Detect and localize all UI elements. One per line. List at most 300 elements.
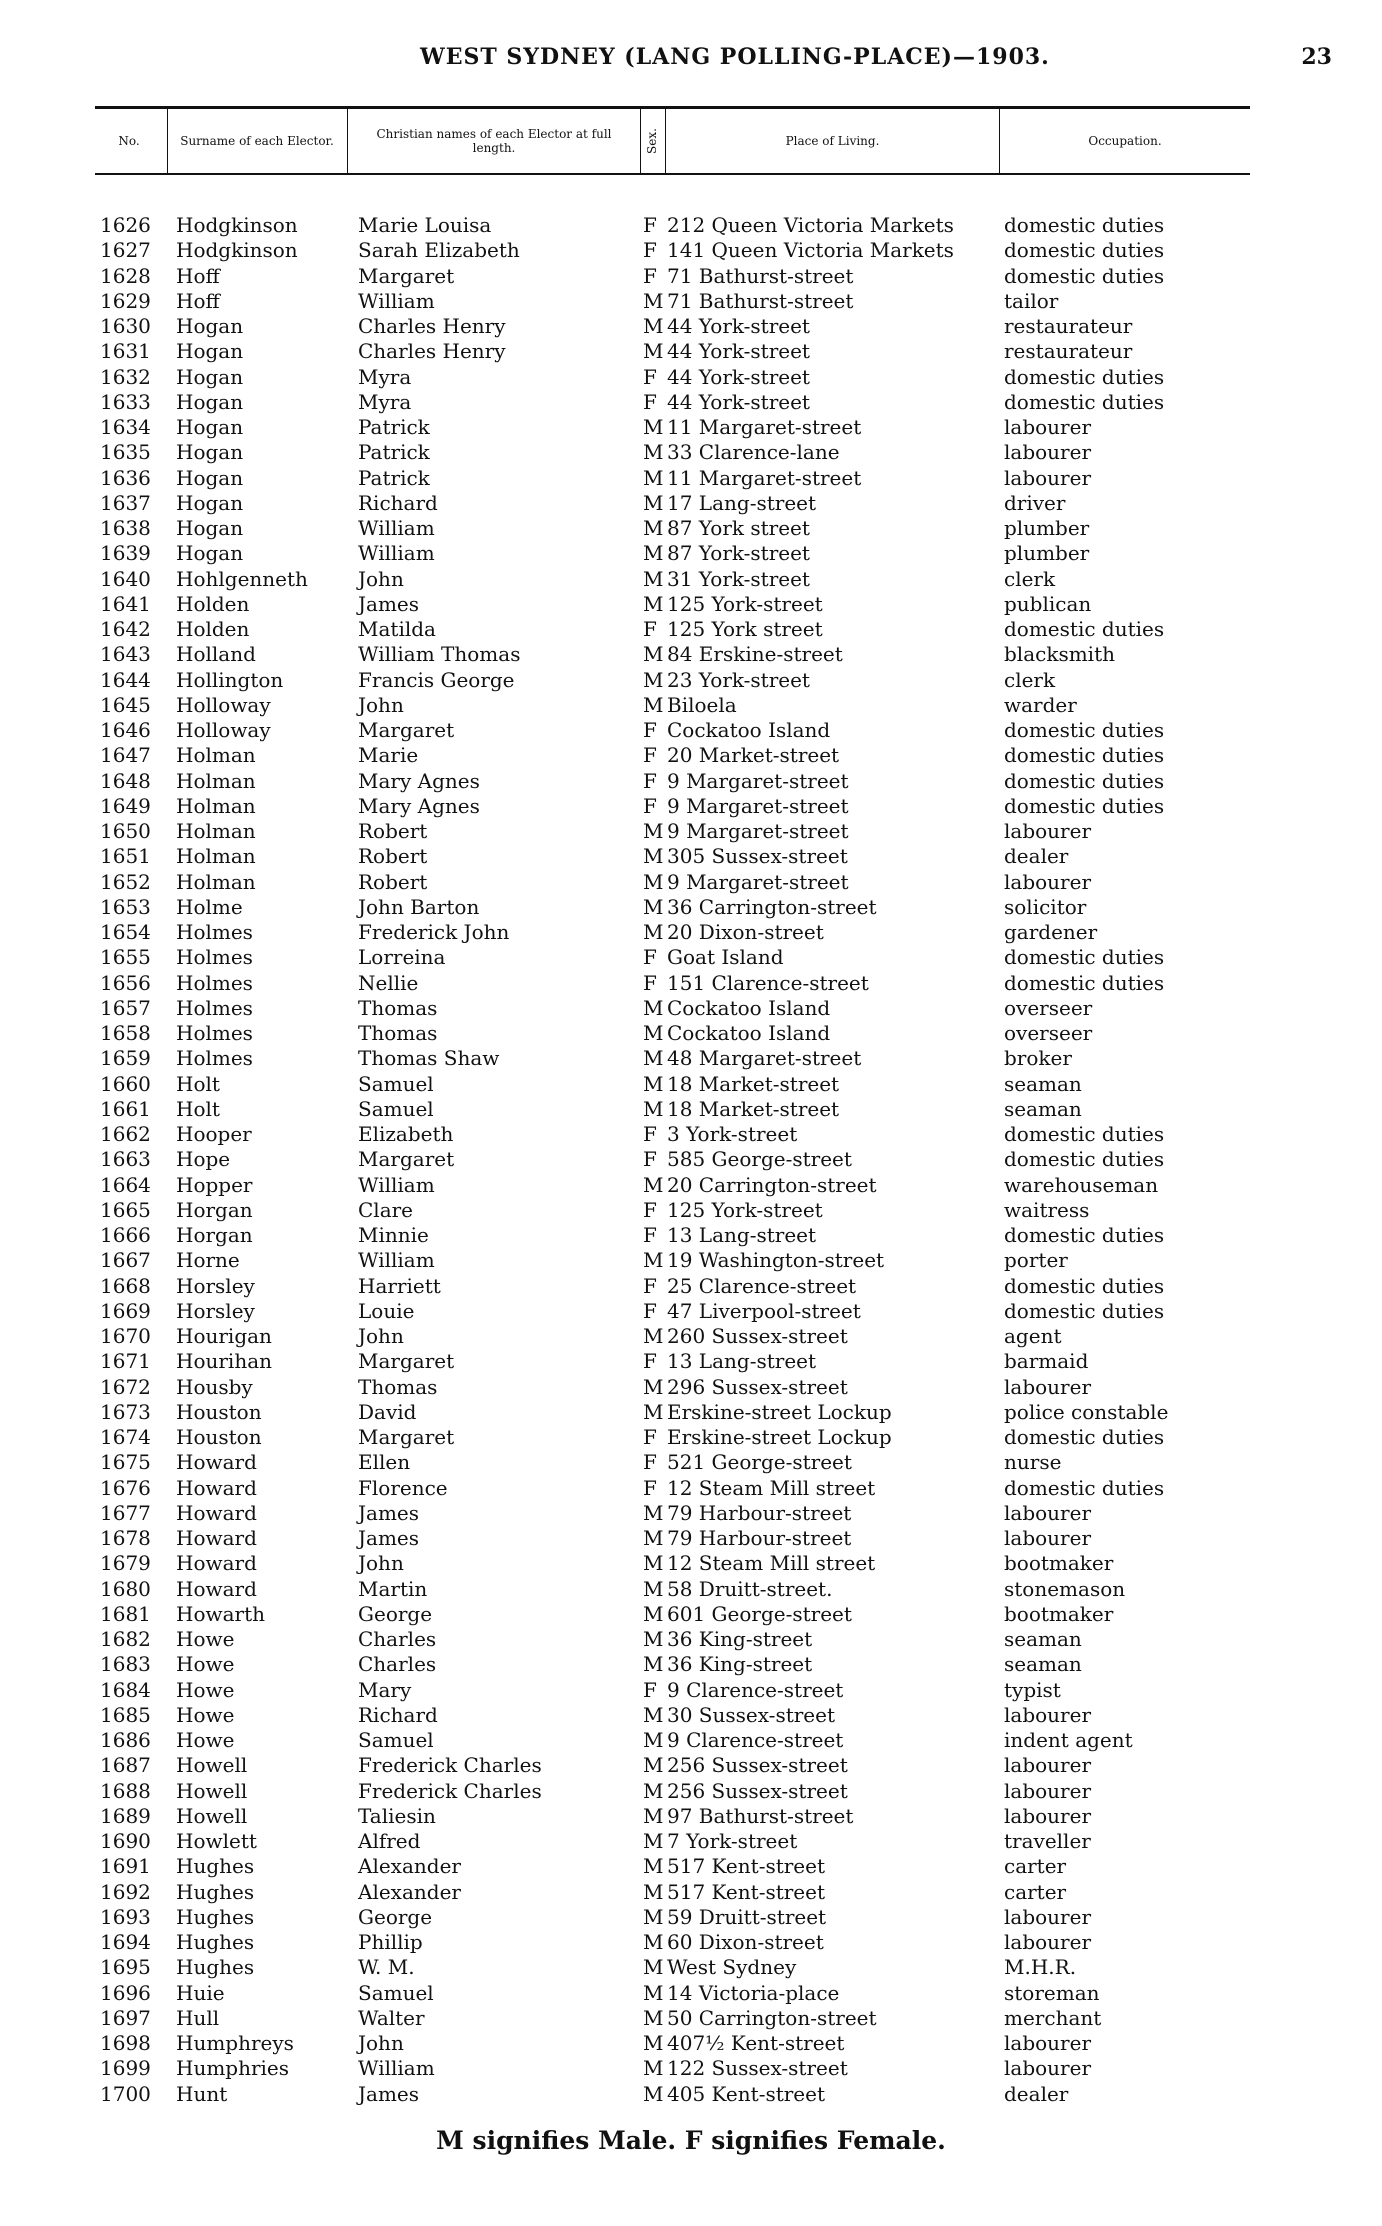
elector-number: 1661 [100, 1096, 151, 1121]
table-row [0, 2082, 1382, 2107]
elector-surname: Howard [176, 1500, 257, 1525]
elector-sex: M [643, 1096, 664, 1121]
elector-place-of-living: 11 Margaret-street [667, 465, 862, 490]
elector-place-of-living: 59 Druitt-street [667, 1904, 827, 1929]
elector-christian-names: Taliesin [358, 1803, 436, 1828]
elector-surname: Holmes [176, 995, 253, 1020]
elector-surname: Holmes [176, 970, 253, 995]
elector-occupation: warehouseman [1004, 1172, 1159, 1197]
table-row [0, 718, 1382, 743]
elector-occupation: restaurateur [1004, 314, 1133, 338]
header-rule-bottom [95, 173, 1250, 175]
elector-place-of-living: 521 George-street [667, 1450, 852, 1475]
elector-surname: Howard [176, 1576, 257, 1601]
elector-number: 1667 [100, 1248, 151, 1273]
column-divider [347, 109, 348, 173]
table-row [0, 1274, 1382, 1299]
elector-surname: Howlett [176, 1829, 257, 1853]
elector-surname: Howe [176, 1728, 235, 1752]
elector-place-of-living: 71 Bathurst-street [667, 263, 854, 288]
elector-christian-names: John [358, 692, 404, 717]
elector-occupation: labourer [1004, 440, 1092, 465]
elector-occupation: overseer [1004, 995, 1093, 1020]
elector-christian-names: Frederick Charles [358, 1753, 542, 1778]
elector-christian-names: Phillip [358, 1930, 423, 1954]
elector-christian-names: Frederick Charles [358, 1778, 542, 1803]
elector-surname: Holman [176, 819, 256, 843]
elector-christian-names: Patrick [358, 415, 430, 439]
elector-number: 1628 [100, 263, 151, 288]
elector-sex: M [643, 844, 664, 869]
elector-occupation: domestic duties [1004, 364, 1165, 389]
elector-christian-names: Margaret [358, 263, 455, 288]
elector-number: 1697 [100, 2005, 151, 2030]
elector-place-of-living: 20 Market-street [667, 743, 840, 768]
elector-place-of-living: 58 Druitt-street. [667, 1576, 833, 1601]
elector-surname: Hohlgenneth [176, 566, 308, 591]
table-row [0, 567, 1382, 592]
table-row [0, 1147, 1382, 1172]
elector-sex: M [643, 1778, 664, 1803]
elector-place-of-living: 9 Clarence-street [667, 1677, 844, 1702]
column-header-christian-names: Christian names of each Elector at full length. [376, 127, 612, 155]
table-row [0, 1425, 1382, 1450]
column-divider [167, 109, 168, 173]
elector-sex: M [643, 1071, 664, 1096]
elector-place-of-living: 407½ Kent-street [667, 2031, 845, 2055]
elector-occupation: seaman [1004, 1071, 1082, 1096]
elector-place-of-living: 60 Dixon-street [667, 1930, 824, 1954]
elector-christian-names: Robert [358, 844, 428, 869]
elector-place-of-living: 517 Kent-street [667, 1854, 826, 1879]
elector-surname: Howard [176, 1526, 257, 1550]
elector-number: 1696 [100, 1980, 151, 2005]
elector-number: 1636 [100, 465, 151, 490]
table-row [0, 1223, 1382, 1248]
elector-place-of-living: 18 Market-street [667, 1096, 840, 1121]
elector-surname: Hughes [176, 1904, 255, 1929]
elector-occupation: dealer [1004, 844, 1069, 869]
elector-occupation: domestic duties [1004, 263, 1165, 288]
column-headers [95, 109, 1250, 173]
elector-number: 1672 [100, 1374, 151, 1399]
elector-occupation: labourer [1004, 1374, 1092, 1399]
elector-sex: F [643, 768, 657, 793]
elector-surname: Holman [176, 844, 256, 869]
elector-number: 1693 [100, 1904, 151, 1929]
elector-occupation: bootmaker [1004, 1551, 1114, 1576]
elector-occupation: bootmaker [1004, 1601, 1114, 1626]
elector-sex: M [643, 920, 664, 944]
elector-place-of-living: 23 York-street [667, 667, 810, 692]
table-row [0, 289, 1382, 314]
elector-sex: F [643, 1425, 657, 1449]
elector-christian-names: Nellie [358, 970, 419, 995]
elector-christian-names: Louie [358, 1298, 415, 1323]
elector-christian-names: Mary Agnes [358, 793, 480, 818]
elector-christian-names: Thomas Shaw [358, 1046, 500, 1071]
elector-number: 1647 [100, 743, 151, 768]
elector-sex: F [643, 1223, 657, 1247]
elector-occupation: stonemason [1004, 1576, 1126, 1601]
table-row [0, 1526, 1382, 1551]
elector-surname: Hopper [176, 1172, 253, 1197]
elector-number: 1643 [100, 642, 151, 667]
elector-place-of-living: 9 Margaret-street [667, 819, 849, 843]
elector-number: 1658 [100, 1021, 151, 1045]
elector-sex: M [643, 415, 664, 439]
elector-occupation: seaman [1004, 1627, 1082, 1651]
elector-sex: F [643, 1450, 657, 1475]
elector-place-of-living: 125 York-street [667, 591, 823, 616]
elector-number: 1626 [100, 213, 151, 237]
elector-place-of-living: 50 Carrington-street [667, 2005, 877, 2030]
column-header-no: No. [118, 134, 140, 148]
elector-christian-names: William [358, 541, 435, 566]
elector-occupation: broker [1004, 1046, 1072, 1071]
elector-sex: M [643, 490, 664, 515]
elector-sex: M [643, 465, 664, 490]
table-row [0, 440, 1382, 465]
elector-number: 1639 [100, 541, 151, 566]
table-row [0, 1728, 1382, 1753]
table-row [0, 2006, 1382, 2031]
elector-surname: Hooper [176, 1122, 252, 1146]
elector-surname: Howell [176, 1753, 248, 1778]
elector-sex: F [643, 364, 657, 389]
elector-surname: Howard [176, 1475, 257, 1500]
elector-surname: Huie [176, 1980, 225, 2005]
elector-place-of-living: 44 York-street [667, 364, 810, 389]
elector-sex: F [643, 1147, 657, 1172]
elector-christian-names: Sarah Elizabeth [358, 238, 520, 263]
elector-sex: F [643, 1677, 657, 1702]
table-row [0, 1880, 1382, 1905]
table-row [0, 668, 1382, 693]
elector-surname: Houston [176, 1399, 262, 1424]
table-row [0, 2056, 1382, 2081]
elector-surname: Howell [176, 1778, 248, 1803]
elector-occupation: porter [1004, 1248, 1068, 1273]
table-row [0, 213, 1382, 238]
elector-sex: F [643, 945, 657, 970]
elector-occupation: labourer [1004, 819, 1092, 843]
elector-occupation: driver [1004, 490, 1066, 515]
table-row [0, 971, 1382, 996]
column-divider [640, 109, 641, 173]
elector-number: 1654 [100, 920, 151, 944]
elector-surname: Holmes [176, 920, 253, 944]
elector-occupation: seaman [1004, 1652, 1082, 1677]
elector-occupation: waitress [1004, 1197, 1090, 1222]
elector-christian-names: Ellen [358, 1450, 411, 1475]
table-row [0, 794, 1382, 819]
elector-occupation: agent [1004, 1324, 1062, 1348]
elector-christian-names: Marie Louisa [358, 213, 492, 237]
elector-place-of-living: 296 Sussex-street [667, 1374, 848, 1399]
elector-sex: M [643, 1980, 664, 2005]
table-row [0, 1981, 1382, 2006]
elector-surname: Howe [176, 1677, 235, 1702]
elector-place-of-living: 97 Bathurst-street [667, 1803, 854, 1828]
elector-sex: M [643, 1652, 664, 1677]
elector-sex: M [643, 1829, 664, 1853]
elector-christian-names: Myra [358, 389, 412, 414]
elector-occupation: labourer [1004, 1702, 1092, 1727]
elector-surname: Hughes [176, 1879, 255, 1904]
elector-surname: Hunt [176, 2081, 228, 2106]
elector-christian-names: John Barton [358, 894, 480, 919]
elector-number: 1637 [100, 490, 151, 515]
elector-christian-names: Alexander [358, 1854, 461, 1879]
elector-list [0, 213, 1382, 2107]
elector-place-of-living: Cockatoo Island [667, 1021, 831, 1045]
elector-sex: M [643, 869, 664, 894]
elector-occupation: labourer [1004, 1526, 1092, 1550]
elector-sex: M [643, 819, 664, 843]
elector-occupation: labourer [1004, 465, 1092, 490]
elector-place-of-living: 256 Sussex-street [667, 1753, 848, 1778]
elector-christian-names: Margaret [358, 1147, 455, 1172]
table-row [0, 1955, 1382, 1980]
table-row [0, 945, 1382, 970]
elector-occupation: labourer [1004, 1778, 1092, 1803]
elector-place-of-living: 125 York street [667, 617, 823, 641]
elector-number: 1684 [100, 1677, 151, 1702]
elector-number: 1652 [100, 869, 151, 894]
elector-sex: M [643, 2005, 664, 2030]
elector-sex: M [643, 1904, 664, 1929]
elector-christian-names: William [358, 516, 435, 540]
elector-number: 1679 [100, 1551, 151, 1576]
table-row [0, 1349, 1382, 1374]
table-row [0, 895, 1382, 920]
elector-christian-names: Thomas [358, 1021, 438, 1045]
page-title: WEST SYDNEY (LANG POLLING-PLACE)—1903. [420, 44, 1050, 70]
table-row [0, 1198, 1382, 1223]
elector-number: 1687 [100, 1753, 151, 1778]
elector-place-of-living: 13 Lang-street [667, 1223, 817, 1247]
elector-place-of-living: 19 Washington-street [667, 1248, 885, 1273]
elector-sex: M [643, 1576, 664, 1601]
elector-place-of-living: 151 Clarence-street [667, 970, 869, 995]
elector-surname: Horgan [176, 1223, 253, 1247]
elector-christian-names: Samuel [358, 1728, 434, 1752]
elector-number: 1682 [100, 1627, 151, 1651]
elector-surname: Howell [176, 1803, 248, 1828]
table-row [0, 1476, 1382, 1501]
elector-number: 1698 [100, 2031, 151, 2055]
elector-place-of-living: 44 York-street [667, 389, 810, 414]
elector-christian-names: Patrick [358, 440, 430, 465]
elector-surname: Hourihan [176, 1349, 273, 1374]
elector-number: 1644 [100, 667, 151, 692]
elector-occupation: domestic duties [1004, 1122, 1165, 1146]
elector-surname: Holmes [176, 945, 253, 970]
table-row [0, 491, 1382, 516]
elector-occupation: domestic duties [1004, 1147, 1165, 1172]
elector-place-of-living: 17 Lang-street [667, 490, 817, 515]
elector-number: 1650 [100, 819, 151, 843]
elector-occupation: labourer [1004, 1803, 1092, 1828]
elector-place-of-living: Cockatoo Island [667, 995, 831, 1020]
elector-sex: F [643, 718, 657, 742]
page-header [0, 44, 1382, 74]
elector-sex: M [643, 1526, 664, 1550]
elector-place-of-living: 405 Kent-street [667, 2081, 826, 2106]
table-row [0, 339, 1382, 364]
elector-number: 1641 [100, 591, 151, 616]
elector-place-of-living: 25 Clarence-street [667, 1273, 857, 1298]
elector-surname: Holme [176, 894, 243, 919]
elector-place-of-living: 36 King-street [667, 1652, 813, 1677]
elector-sex: F [643, 743, 657, 768]
elector-place-of-living: Erskine-street Lockup [667, 1399, 892, 1424]
elector-place-of-living: 14 Victoria-place [667, 1980, 840, 2005]
table-row [0, 1324, 1382, 1349]
elector-christian-names: Florence [358, 1475, 448, 1500]
elector-sex: M [643, 1248, 664, 1273]
elector-sex: M [643, 1854, 664, 1879]
table-row [0, 1501, 1382, 1526]
elector-sex: F [643, 1349, 657, 1374]
elector-sex: M [643, 1627, 664, 1651]
elector-sex: M [643, 692, 664, 717]
elector-number: 1670 [100, 1324, 151, 1348]
table-row [0, 1551, 1382, 1576]
elector-sex: F [643, 263, 657, 288]
elector-place-of-living: 125 York-street [667, 1197, 823, 1222]
elector-surname: Housby [176, 1374, 253, 1399]
elector-sex: M [643, 1601, 664, 1626]
elector-christian-names: James [358, 1500, 420, 1525]
elector-place-of-living: 122 Sussex-street [667, 2056, 848, 2081]
table-row [0, 1703, 1382, 1728]
elector-sex: M [643, 566, 664, 591]
elector-sex: M [643, 1374, 664, 1399]
elector-christian-names: William [358, 288, 435, 313]
elector-number: 1656 [100, 970, 151, 995]
elector-christian-names: Myra [358, 364, 412, 389]
elector-number: 1663 [100, 1147, 151, 1172]
table-row [0, 592, 1382, 617]
elector-sex: M [643, 591, 664, 616]
elector-christian-names: Francis George [358, 667, 515, 692]
elector-christian-names: Patrick [358, 465, 430, 490]
elector-place-of-living: Erskine-street Lockup [667, 1425, 892, 1449]
elector-surname: Howard [176, 1551, 257, 1576]
elector-number: 1669 [100, 1298, 151, 1323]
elector-place-of-living: 11 Margaret-street [667, 415, 862, 439]
elector-sex: F [643, 793, 657, 818]
elector-christian-names: William Thomas [358, 642, 521, 667]
elector-place-of-living: 20 Dixon-street [667, 920, 824, 944]
elector-christian-names: John [358, 2031, 404, 2055]
table-row [0, 1021, 1382, 1046]
elector-surname: Hogan [176, 516, 244, 540]
elector-christian-names: George [358, 1601, 433, 1626]
elector-christian-names: Minnie [358, 1223, 429, 1247]
elector-occupation: domestic duties [1004, 768, 1165, 793]
table-row [0, 516, 1382, 541]
elector-surname: Houston [176, 1425, 262, 1449]
elector-occupation: domestic duties [1004, 1273, 1165, 1298]
table-row [0, 1248, 1382, 1273]
elector-place-of-living: 256 Sussex-street [667, 1778, 848, 1803]
elector-surname: Hodgkinson [176, 238, 298, 263]
elector-surname: Howard [176, 1450, 257, 1475]
elector-place-of-living: 13 Lang-street [667, 1349, 817, 1374]
elector-christian-names: William [358, 1172, 435, 1197]
elector-christian-names: Samuel [358, 1096, 434, 1121]
elector-place-of-living: 141 Queen Victoria Markets [667, 238, 954, 263]
table-row [0, 844, 1382, 869]
elector-place-of-living: 36 Carrington-street [667, 894, 877, 919]
elector-christian-names: Robert [358, 869, 428, 894]
column-header-surname: Surname of each Elector. [180, 134, 334, 148]
elector-christian-names: Thomas [358, 1374, 438, 1399]
table-row [0, 769, 1382, 794]
elector-occupation: domestic duties [1004, 1298, 1165, 1323]
elector-occupation: merchant [1004, 2005, 1102, 2030]
elector-occupation: labourer [1004, 869, 1092, 894]
elector-sex: F [643, 1298, 657, 1323]
elector-sex: M [643, 1399, 664, 1424]
elector-occupation: labourer [1004, 1930, 1092, 1954]
elector-occupation: warder [1004, 692, 1077, 717]
elector-surname: Hogan [176, 389, 244, 414]
elector-christian-names: John [358, 566, 404, 591]
elector-occupation: domestic duties [1004, 970, 1165, 995]
elector-sex: F [643, 1475, 657, 1500]
table-row [0, 1577, 1382, 1602]
elector-number: 1678 [100, 1526, 151, 1550]
elector-place-of-living: 44 York-street [667, 339, 810, 364]
elector-place-of-living: 31 York-street [667, 566, 810, 591]
elector-surname: Hogan [176, 339, 244, 364]
elector-number: 1675 [100, 1450, 151, 1475]
elector-surname: Hodgkinson [176, 213, 298, 237]
table-row [0, 1905, 1382, 1930]
table-row [0, 870, 1382, 895]
elector-place-of-living: 12 Steam Mill street [667, 1551, 876, 1576]
elector-occupation: overseer [1004, 1021, 1093, 1045]
elector-surname: Holland [176, 642, 256, 667]
elector-sex: F [643, 1122, 657, 1146]
elector-occupation: labourer [1004, 2056, 1092, 2081]
elector-sex: M [643, 1021, 664, 1045]
elector-number: 1657 [100, 995, 151, 1020]
elector-sex: F [643, 213, 657, 237]
elector-sex: F [643, 1197, 657, 1222]
elector-place-of-living: 3 York-street [667, 1122, 798, 1146]
elector-sex: M [643, 1046, 664, 1071]
elector-occupation: domestic duties [1004, 617, 1165, 641]
table-row [0, 415, 1382, 440]
elector-occupation: dealer [1004, 2081, 1069, 2106]
elector-place-of-living: 585 George-street [667, 1147, 852, 1172]
elector-number: 1668 [100, 1273, 151, 1298]
elector-number: 1681 [100, 1601, 151, 1626]
elector-christian-names: John [358, 1324, 404, 1348]
elector-number: 1635 [100, 440, 151, 465]
elector-sex: M [643, 541, 664, 566]
elector-occupation: barmaid [1004, 1349, 1089, 1374]
elector-christian-names: Walter [358, 2005, 425, 2030]
elector-surname: Hoff [176, 288, 220, 313]
column-header-occupation: Occupation. [1088, 134, 1162, 148]
elector-sex: M [643, 667, 664, 692]
